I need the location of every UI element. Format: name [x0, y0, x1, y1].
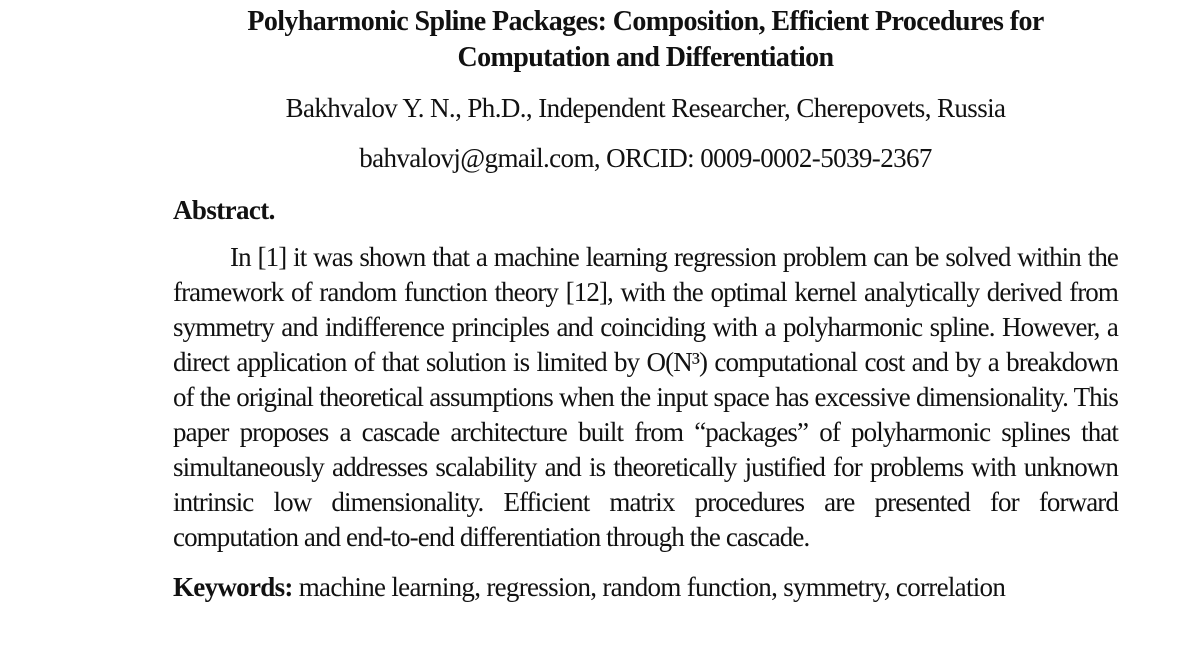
paper-page: [173, 0, 1118, 605]
abstract-heading: Abstract.: [173, 195, 275, 225]
keywords-text: machine learning, regression, random function, symmetry, correlation: [298, 572, 1006, 602]
contact-line: bahvalovj@gmail.com, ORCID: 0009-0002-5039-2367: [359, 143, 932, 173]
author-line: Bakhvalov Y. N., Ph.D., Independent Researcher, Cherepovets, Russia: [285, 93, 1006, 123]
keywords-label: Keywords:: [173, 572, 293, 602]
paper-title: Polyharmonic Spline Packages: Composition, Efficient Procedures for Computation and Differentiation: [247, 6, 1044, 73]
abstract-body: In [1] it was shown that a machine learning regression problem can be solved within the framework of random function theory [12], with the optimal kernel analytically derived from symmetry and indifference principles and coinciding with a polyharmonic spline. However, a direct application of that solution is limited by O(N³) computational cost and by a breakdown of the original theoretical assumptions when the input space has excessive dimensionality. This paper proposes a cascade architecture built from “packages” of polyharmonic splines that simultaneously addresses scalability and is theoretically justified for problems with unknown intrinsic low dimensionality. Efficient matrix procedures are presented for forward computation and end-to-end differentiation through the cascade.: [173, 242, 1118, 552]
keywords-line: [173, 569, 1118, 605]
